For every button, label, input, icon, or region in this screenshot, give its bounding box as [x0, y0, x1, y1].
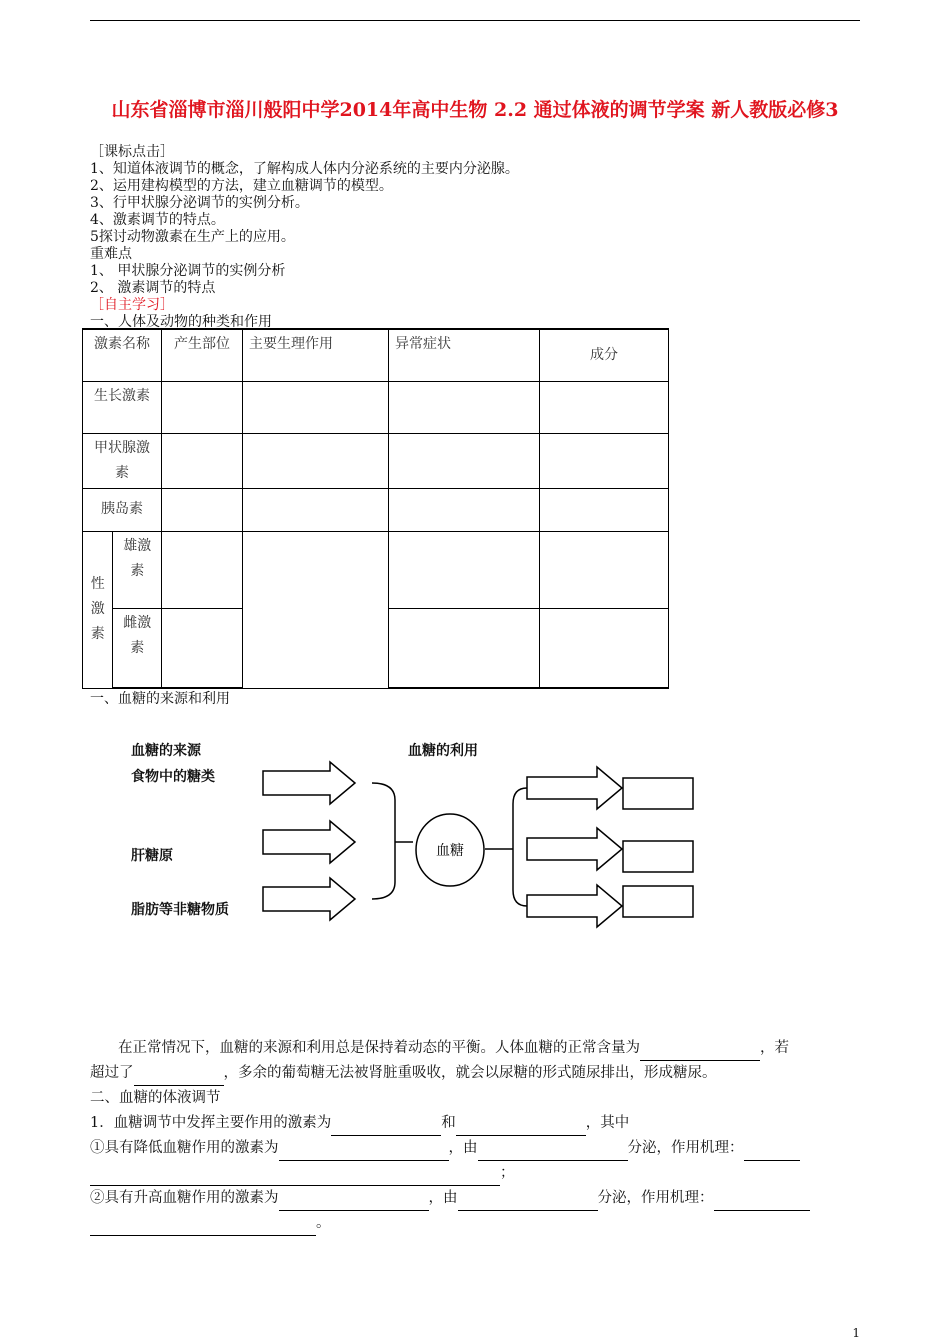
table-row-label: 胰岛素: [83, 488, 162, 531]
paragraph-block: [90, 1036, 860, 1236]
para-text: ，若: [760, 1040, 789, 1056]
objective-item: 4、激素调节的特点。: [90, 212, 225, 228]
arrow-icon: [527, 828, 622, 870]
self-study-heading: ［自主学习］: [90, 297, 174, 313]
table-cell: [162, 433, 243, 488]
table-cell: [243, 433, 389, 488]
section2-heading: 一、血糖的来源和利用: [90, 691, 230, 707]
question-text: 。: [316, 1215, 331, 1231]
table-cell: [389, 381, 540, 433]
objective-item: 5探讨动物激素在生产上的应用。: [90, 229, 295, 245]
document-title: 山东省淄博市淄川般阳中学2014年高中生物 2.2 通过体液的调节学案 新人教版必修3: [111, 99, 839, 121]
source-label: 肝糖原: [131, 848, 173, 864]
table-cell: [243, 531, 389, 688]
answer-box: [623, 778, 693, 809]
blank-line[interactable]: [90, 1169, 500, 1186]
table-cell: [162, 608, 243, 688]
blank-line[interactable]: [478, 1144, 628, 1161]
blank-line[interactable]: [714, 1194, 810, 1211]
arrow-icon: [527, 767, 622, 809]
question-text: ①具有降低血糖作用的激素为: [90, 1140, 279, 1156]
question-text: ；: [500, 1165, 515, 1181]
difficulty-item: 1、 甲状腺分泌调节的实例分析: [90, 263, 286, 279]
center-label: 血糖: [436, 843, 464, 859]
difficulty-heading: 重难点: [90, 246, 132, 262]
table-header: 产生部位: [162, 329, 243, 381]
table-cell: [389, 433, 540, 488]
table-cell: [389, 608, 540, 688]
para-text: 超过了: [90, 1065, 134, 1081]
question-text: 分泌，作用机理：: [627, 1140, 744, 1156]
blank-line[interactable]: [640, 1044, 760, 1061]
table-cell: [540, 433, 669, 488]
table-row-label: 甲状腺激素: [83, 433, 162, 488]
table-cell: [389, 488, 540, 531]
header-rule: [90, 20, 860, 21]
blood-sugar-diagram: [0, 720, 950, 940]
answer-box: [623, 841, 693, 872]
hormone-table: [82, 328, 669, 689]
blank-line[interactable]: [279, 1144, 449, 1161]
table-cell: [540, 608, 669, 688]
table-cell: [540, 381, 669, 433]
arrow-icon: [527, 885, 622, 927]
source-label: 食物中的糖类: [131, 769, 215, 785]
page-number: 1: [852, 1326, 860, 1340]
blank-line[interactable]: [90, 1219, 316, 1236]
table-cell: [540, 488, 669, 531]
table-cell: [162, 488, 243, 531]
table-cell: [540, 531, 669, 608]
para-text: 在正常情况下，血糖的来源和利用总是保持着动态的平衡。人体血糖的正常含量为: [118, 1040, 640, 1056]
question-text: 1．血糖调节中发挥主要作用的激素为: [90, 1115, 332, 1131]
question-text: ②具有升高血糖作用的激素为: [90, 1190, 279, 1206]
difficulty-item: 2、 激素调节的特点: [90, 280, 216, 296]
objectives-block: [90, 144, 850, 331]
question-text: 分泌，作用机理：: [597, 1190, 714, 1206]
blank-line[interactable]: [134, 1069, 224, 1086]
table-cell: [162, 381, 243, 433]
brace-right: [485, 788, 527, 906]
objective-item: 1、知道体液调节的概念，了解构成人体内分泌系统的主要内分泌腺。: [90, 161, 519, 177]
answer-box: [623, 886, 693, 917]
question-text: ，其中: [585, 1115, 630, 1131]
question-text: ，由: [428, 1190, 458, 1206]
blank-line[interactable]: [744, 1144, 800, 1161]
objective-item: 2、运用建构模型的方法，建立血糖调节的模型。: [90, 178, 393, 194]
table-cell: [243, 381, 389, 433]
table-row-label: 雌激素: [113, 608, 162, 688]
use-heading: 血糖的利用: [408, 743, 478, 759]
table-cell: [243, 488, 389, 531]
section1-heading: 一、人体及动物的种类和作用: [90, 314, 272, 330]
objectives-heading: ［课标点击］: [90, 144, 174, 160]
arrow-icon: [263, 821, 355, 863]
objective-item: 3、行甲状腺分泌调节的实例分析。: [90, 195, 309, 211]
table-cell: [162, 531, 243, 608]
table-row-label: 生长激素: [83, 381, 162, 433]
table-row-label: 雄激素: [113, 531, 162, 608]
arrow-icon: [263, 762, 355, 804]
blank-line[interactable]: [279, 1194, 429, 1211]
question-text: ，由: [448, 1140, 478, 1156]
table-cell: [389, 531, 540, 608]
blank-line[interactable]: [331, 1119, 441, 1136]
para-text: ，多余的葡萄糖无法被肾脏重吸收，就会以尿糖的形式随尿排出，形成糖尿。: [223, 1065, 717, 1081]
table-group-label: 性激素: [83, 531, 113, 688]
section3-heading: 二、血糖的体液调节: [90, 1090, 221, 1106]
table-header: 主要生理作用: [243, 329, 389, 381]
question-text: 和: [441, 1115, 456, 1131]
table-header: 成分: [540, 329, 669, 381]
blank-line[interactable]: [456, 1119, 586, 1136]
brace-left: [372, 783, 413, 899]
arrow-icon: [263, 878, 355, 920]
table-header: 激素名称: [83, 329, 162, 381]
source-label: 脂肪等非糖物质: [131, 902, 229, 918]
source-heading: 血糖的来源: [131, 743, 201, 759]
table-header: 异常症状: [389, 329, 540, 381]
blank-line[interactable]: [458, 1194, 598, 1211]
